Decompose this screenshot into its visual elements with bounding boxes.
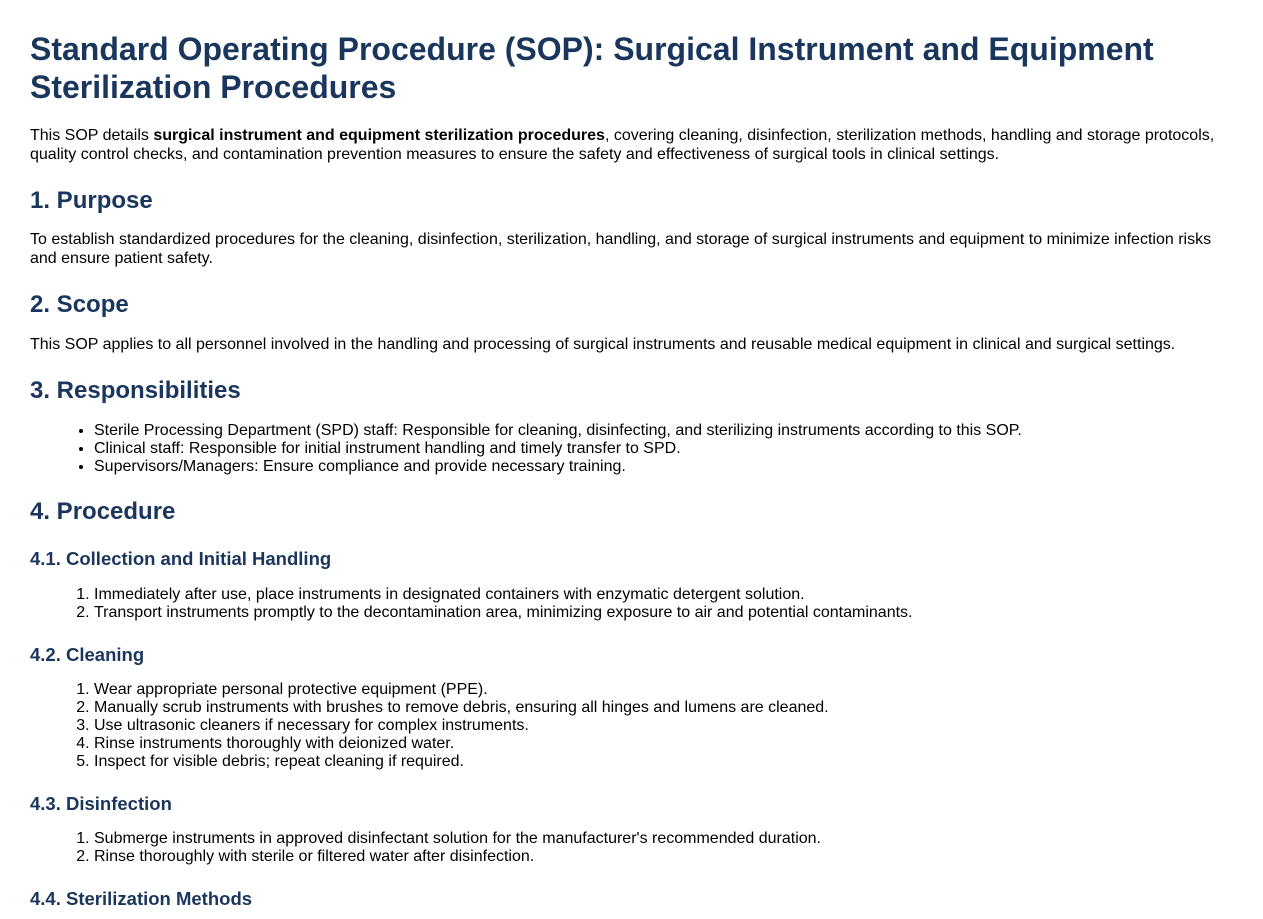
list-item: • Supervisors/Managers: Ensure compliance and provide necessary training. — [94, 458, 1231, 476]
subsection-heading-cleaning: 4.2. Cleaning — [30, 643, 145, 665]
list-item: • Clinical staff: Responsible for initial instrument handling and timely transfer to SPD. — [94, 440, 1231, 458]
intro-suffix: , covering cleaning, disinfection, sterilization methods, handling and storage protocols, quality control checks, and contamination prevention measures to ensure the safety and effectiveness of surgical tools in clinical settings. — [30, 126, 1215, 163]
responsibilities-list — [30, 422, 1231, 476]
collection-steps-list — [30, 586, 1231, 622]
subsection-heading-collection: 4.1. Collection and Initial Handling — [30, 548, 332, 570]
page-title: Standard Operating Procedure (SOP): Surgical Instrument and Equipment Sterilization Procedures — [30, 31, 1154, 106]
subsection-heading-sterilization-methods: 4.4. Sterilization Methods — [30, 888, 253, 910]
section-heading-purpose: 1. Purpose — [30, 186, 153, 214]
purpose-paragraph: To establish standardized procedures for the cleaning, disinfection, sterilization, handling, and storage of surgical instruments and equipment to minimize infection risks and ensure patient safety. — [30, 231, 1212, 268]
list-item: 3. Use ultrasonic cleaners if necessary for complex instruments. — [94, 717, 1231, 735]
list-item: 4. Rinse instruments thoroughly with deionized water. — [94, 735, 1231, 753]
subsection-heading-disinfection: 4.3. Disinfection — [30, 792, 172, 814]
section-heading-scope: 2. Scope — [30, 291, 129, 319]
list-item: 1. Submerge instruments in approved disinfectant solution for the manufacturer's recommended duration. — [94, 830, 1231, 848]
intro-bold-phrase: surgical instrument and equipment sterilization procedures — [153, 126, 605, 144]
list-item: 2. Manually scrub instruments with brushes to remove debris, ensuring all hinges and lumens are cleaned. — [94, 699, 1231, 717]
disinfection-steps-list — [30, 830, 1231, 866]
scope-paragraph: This SOP applies to all personnel involved in the handling and processing of surgical instruments and reusable medical equipment in clinical and surgical settings. — [30, 335, 1176, 353]
intro-prefix: This SOP details — [30, 126, 154, 144]
list-item: 1. Immediately after use, place instruments in designated containers with enzymatic detergent solution. — [94, 586, 1231, 604]
cleaning-steps-list — [30, 681, 1231, 771]
list-item: 2. Transport instruments promptly to the decontamination area, minimizing exposure to air and potential contaminants. — [94, 604, 1231, 622]
list-item: 2. Rinse thoroughly with sterile or filtered water after disinfection. — [94, 848, 1231, 866]
section-heading-responsibilities: 3. Responsibilities — [30, 376, 241, 404]
section-heading-procedure: 4. Procedure — [30, 497, 176, 525]
list-item: 5. Inspect for visible debris; repeat cleaning if required. — [94, 753, 1231, 771]
intro-paragraph — [30, 127, 1231, 165]
list-item: • Sterile Processing Department (SPD) staff: Responsible for cleaning, disinfecting, and sterilizing instruments according to this SOP. — [94, 422, 1231, 440]
list-item: 1. Wear appropriate personal protective equipment (PPE). — [94, 681, 1231, 699]
